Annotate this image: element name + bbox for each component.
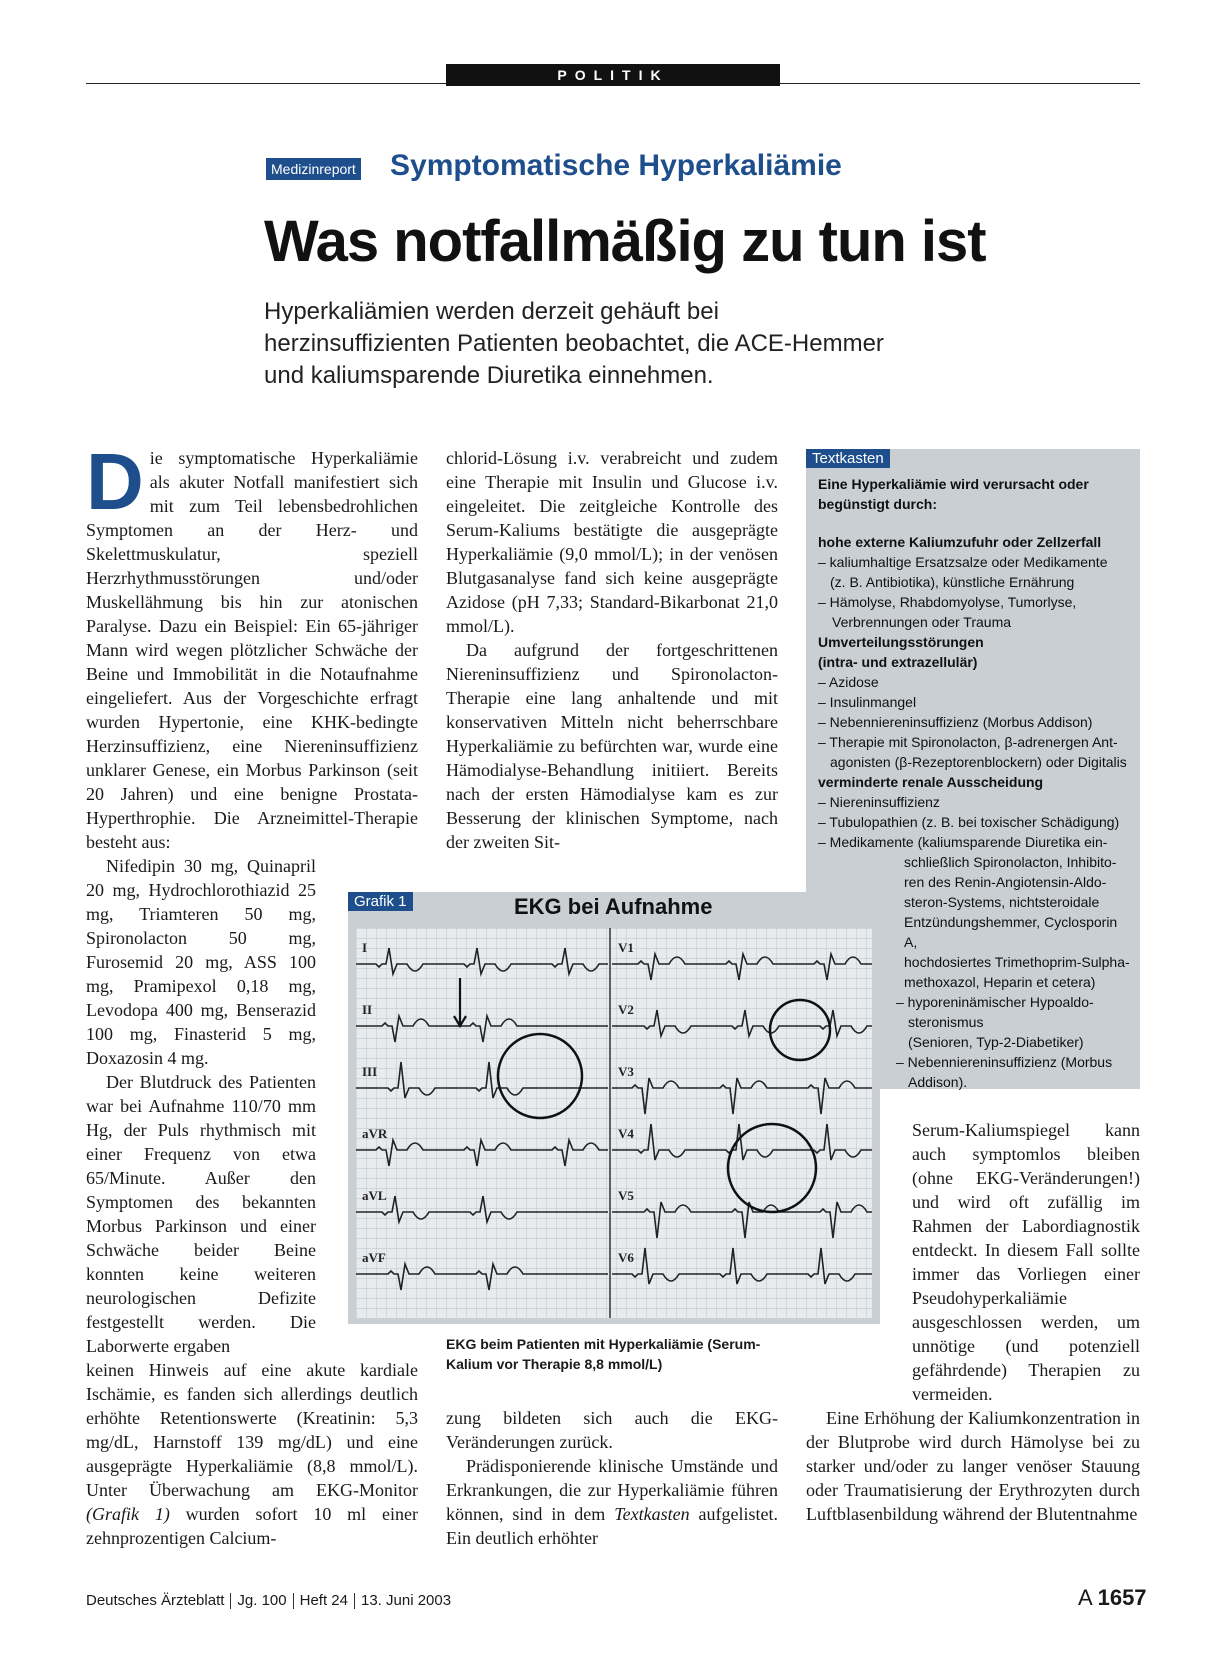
textbox-item: – Medikamente (kaliumsparende Diuretika ein-: [818, 834, 1108, 850]
textbox-item: (z. B. Antibiotika), künstliche Ernährung: [830, 574, 1075, 590]
article-type-tag: Medizinreport: [266, 158, 361, 180]
drop-cap: D: [86, 437, 144, 526]
textbox-item: – Niereninsuffizienz: [818, 794, 940, 810]
textbox-title: Eine Hyperkaliämie wird verursacht oder begünstigt durch:: [818, 476, 1089, 512]
ekg-lead-label: II: [362, 1002, 373, 1017]
textbox-heading: verminderte renale Ausscheidung: [818, 774, 1044, 790]
textbox-heading: hohe externe Kaliumzufuhr oder Zellzerfall: [818, 534, 1102, 550]
textbox-tag: Textkasten: [806, 449, 890, 468]
textbox-item: – Nebenniereninsuffizienz (Morbus Addison): [818, 714, 1093, 730]
ekg-lead-label: V3: [618, 1064, 634, 1079]
column-2-top: [446, 446, 778, 854]
textbox-item: Verbrennungen oder Trauma: [832, 614, 1012, 630]
column-3-bottom: [806, 1406, 1140, 1526]
paragraph: Die symptomatische Hyperkaliämie als akuter Notfall manifestiert sich mit zum Teil lebensbedrohlichen Symptomen an der Herz- und Skelettmuskulatur, speziell Herzrhythmusstörungen und/oder Muskellähmung bis hin zur atonischen Paralyse. Dazu ein Beispiel: Ein 65-jähriger Mann wird wegen plötzlicher Schwäche der Beine und Immobilität in die Notaufnahme eingeliefert. Aus der Vorgeschichte erfragt wurden Hypertonie, eine KHK-bedingte Herzinsuffizienz, eine Niereninsuffizienz unklarer Genese, ein Morbus Parkinson (seit 20 Jahren) und eine benigne Prostata-Hyperthrophie. Die Arzneimittel-Therapie besteht aus:: [86, 437, 418, 852]
paragraph: chlorid-Lösung i.v. verabreicht und zudem eine Therapie mit Insulin und Glucose i.v. eingeleitet. Die zeitgleiche Kontrolle des Serum-Kaliums bestätigte die ausgeprägte Hyperkaliämie (9,0 mmol/L); in der venösen Blutgasanalyse fand sich keine ausgeprägte Azidose (pH 7,33; Standard-Bikarbonat 21,0 mmol/L).: [446, 448, 778, 636]
page-number: A 1657: [1078, 1585, 1147, 1610]
textbox-heading: (intra- und extrazellulär): [818, 654, 978, 670]
ekg-chart: [356, 928, 872, 1318]
ekg-lead-label: aVR: [362, 1126, 388, 1141]
article-lead: [264, 296, 984, 392]
lead-line: herzinsuffizienten Patienten beobachtet, die ACE-Hemmer: [264, 330, 884, 357]
column-3-narrow: [912, 1118, 1140, 1406]
textbox-item: – Therapie mit Spironolacton, β-adrenergen Ant-: [818, 734, 1118, 750]
ekg-grid: [356, 928, 872, 1318]
section-label: POLITIK: [446, 64, 780, 86]
paragraph: Prädisponierende klinische Umstände und Erkrankungen, die zur Hyperkaliämie führen können, sind in dem Textkasten aufgelistet. Ein deutlich erhöhter: [446, 1456, 778, 1548]
journal-date: 13. Juni 2003: [361, 1592, 452, 1609]
journal-name: Deutsches Ärzteblatt: [86, 1592, 225, 1609]
ekg-lead-label: V6: [618, 1250, 634, 1265]
textbox-heading: Umverteilungsstörungen: [818, 634, 984, 650]
figure-title: EKG bei Aufnahme: [514, 894, 713, 919]
figure-caption: EKG beim Patienten mit Hyperkaliämie (Serum-Kalium vor Therapie 8,8 mmol/L): [446, 1336, 761, 1372]
paragraph: zung bildeten sich auch die EKG-Veränderungen zurück.: [446, 1408, 778, 1452]
ekg-lead-label: III: [362, 1064, 378, 1079]
ekg-lead-label: V1: [618, 940, 634, 955]
lead-line: und kaliumsparende Diuretika einnehmen.: [264, 362, 714, 389]
journal-issue: Heft 24: [299, 1592, 348, 1609]
column-2-bottom: [446, 1406, 778, 1550]
textbox-item: – Hämolyse, Rhabdomyolyse, Tumorlyse,: [818, 594, 1077, 610]
figure-reference[interactable]: (Grafik 1): [86, 1504, 170, 1524]
column-1-narrow: [86, 854, 316, 1358]
ekg-lead-label: aVF: [362, 1250, 386, 1265]
paragraph: Der Blutdruck des Patienten war bei Aufnahme 110/70 mm Hg, der Puls rhythmisch mit einer Frequenz von etwa 65/Minute. Außer den Symptomen des bekannten Morbus Parkinson und einer Schwäche beider Beine konnten keine weiteren neurologischen Defizite festgestellt werden. Die Laborwerte ergaben: [86, 1072, 316, 1356]
footer-separator: [230, 1593, 231, 1609]
figure-tag: Grafik 1: [348, 892, 413, 911]
column-1-bottom: [86, 1358, 418, 1550]
ekg-lead-label: V5: [618, 1188, 634, 1203]
textbox-item: – Tubulopathien (z. B. bei toxischer Schädigung): [818, 814, 1120, 830]
ekg-lead-label: aVL: [362, 1188, 387, 1203]
textbox-item: – Azidose: [818, 674, 879, 690]
paragraph: Nifedipin 30 mg, Quinapril 20 mg, Hydrochlorothiazid 25 mg, Triamteren 50 mg, Spironolacton 50 mg, Furosemid 20 mg, ASS 100 mg, Pramipexol 0,18 mg, Levodopa 400 mg, Benserazid 100 mg, Finasterid 5 mg, Doxazosin 4 mg.: [86, 856, 316, 1068]
textbox-item: agonisten (β-Rezeptorenblockern) oder Digitalis: [830, 754, 1127, 770]
article-kicker: Symptomatische Hyperkaliämie: [390, 149, 842, 182]
footer-separator: [354, 1593, 355, 1609]
paragraph: Da aufgrund der fortgeschrittenen Niereninsuffizienz und Spironolacton-Therapie eine lang anhaltende und mit konservativen Mitteln nicht beherrschbare Hyperkaliämie zu befürchten war, wurde eine Hämodialyse-Behandlung initiiert. Bereits nach der ersten Hämodialyse kam es zur Besserung der klinischen Symptome, nach der zweiten Sit-: [446, 640, 778, 852]
paragraph: keinen Hinweis auf eine akute kardiale Ischämie, es fanden sich allerdings deutlich erhöhte Retentionswerte (Kreatinin: 5,3 mg/dL, Harnstoff 139 mg/dL) und eine ausgeprägte Hyperkaliämie (8,8 mmol/L). Unter Überwachung am EKG-Monitor (Grafik 1) wurden sofort 10 ml einer zehnprozentigen Calcium-: [86, 1360, 418, 1548]
lead-line: Hyperkaliämien werden derzeit gehäuft bei: [264, 298, 719, 325]
textbox-reference[interactable]: Textkasten: [614, 1504, 690, 1524]
paragraph: Eine Erhöhung der Kaliumkonzentration in der Blutprobe wird durch Hämolyse bei zu starker und/oder zu langer venöser Stauung oder Traumatisierung der Erythrozyten durch Luftblasenbildung während der Blutentnahme: [806, 1408, 1140, 1524]
textbox-item: – Insulinmangel: [818, 694, 917, 710]
ekg-lead-label: V2: [618, 1002, 634, 1017]
textbox-item: schließlich Spironolacton, Inhibito- ren des Renin-Angiotensin-Aldo- steron-Systems, nichtsteroidale Entzündungshemmer, Cyclosporin A, hochdosiertes Trimethoprim-Sulpha- methoxazol, Heparin et cetera) – hyporeninämischer Hypoaldo- steronismus (Senioren, Typ-2-Diabetiker) – Nebenniereninsuffizienz (Morbus Addison).: [896, 854, 1130, 1090]
ekg-lead-label: I: [362, 940, 368, 955]
journal-volume: Jg. 100: [237, 1592, 287, 1609]
ekg-lead-label: V4: [618, 1126, 634, 1141]
paragraph: Serum-Kaliumspiegel kann auch symptomlos bleiben (ohne EKG-Veränderungen!) und wird oft zufällig im Rahmen der Labordiagnostik entdeckt. In diesem Fall sollte immer das Vorliegen einer Pseudohyperkaliämie ausgeschlossen werden, um unnötige (und potenziell gefährdende) Therapien zu vermeiden.: [912, 1120, 1140, 1404]
article-headline: Was notfallmäßig zu tun ist: [264, 209, 986, 274]
column-1-top: [86, 437, 418, 854]
footer: [86, 1592, 451, 1609]
textbox-item: – kaliumhaltige Ersatzsalze oder Medikamente: [818, 554, 1108, 570]
footer-separator: [293, 1593, 294, 1609]
